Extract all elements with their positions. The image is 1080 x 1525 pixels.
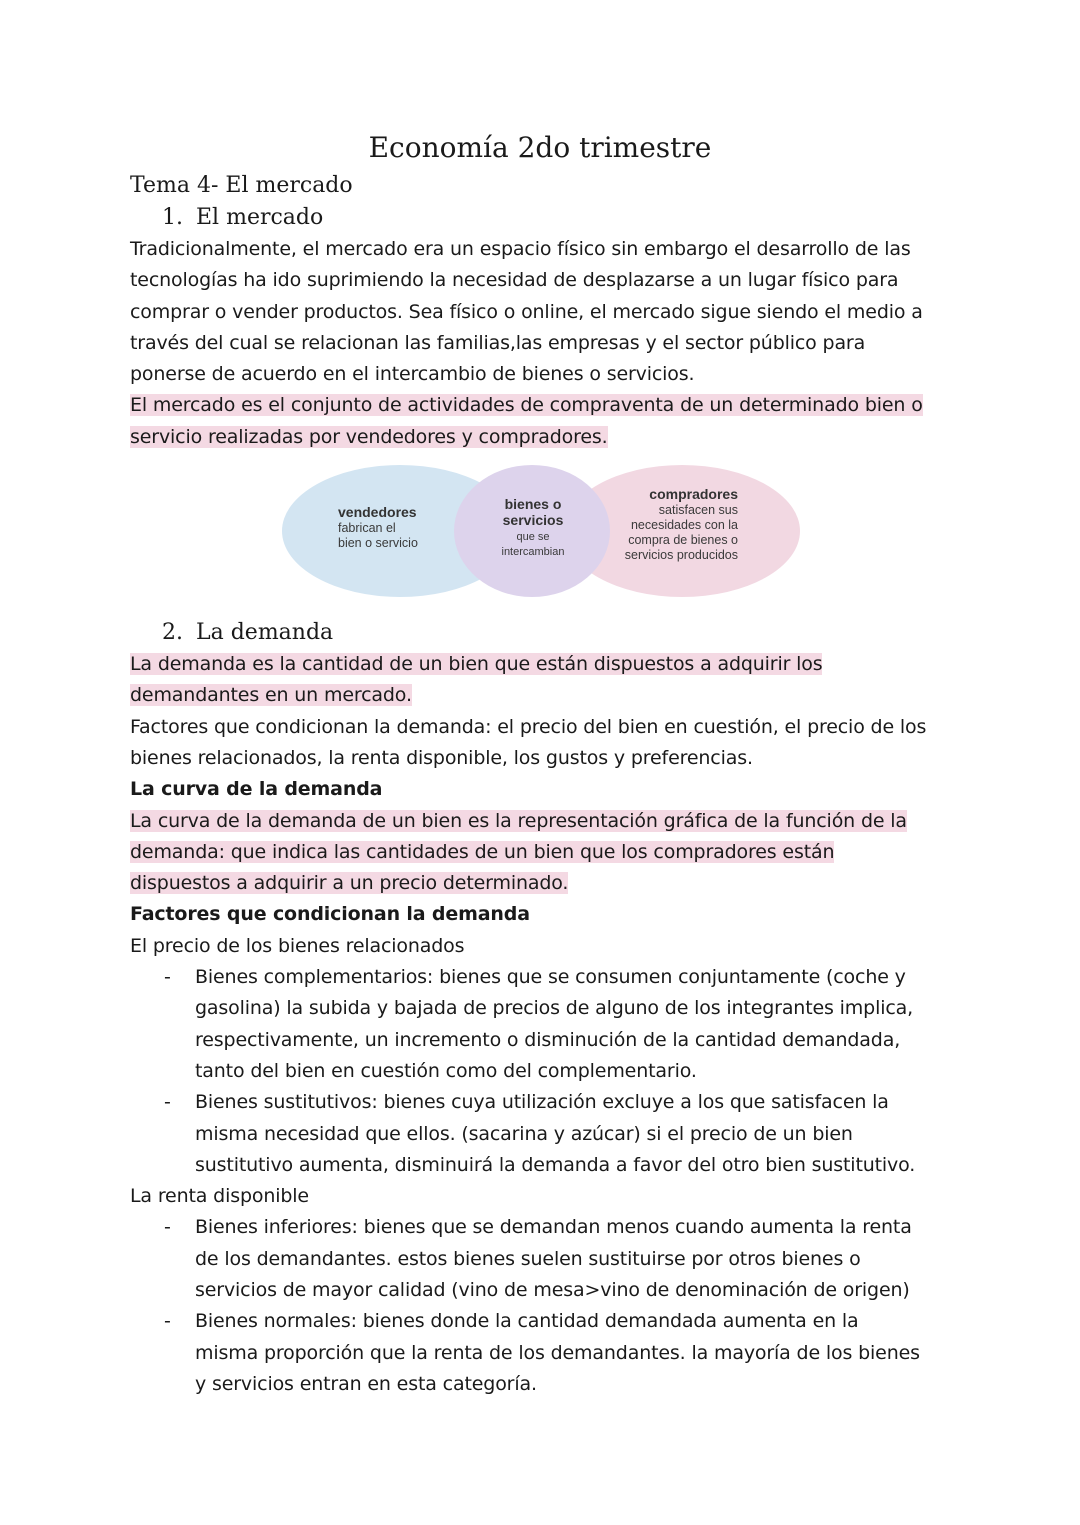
goods-title: servicios (502, 512, 564, 529)
paragraph-line: tecnologías ha ido suprimiendo la necesidad de desplazarse a un lugar físico para (130, 269, 899, 292)
section-1-number: 1. (162, 205, 183, 230)
related-goods-list (130, 962, 950, 1181)
highlighted-line: La curva de la demanda de un bien es la representación gráfica de la función de la (130, 809, 907, 832)
highlighted-line: La demanda es la cantidad de un bien que están dispuestos a adquirir los (130, 653, 823, 676)
highlighted-line: servicio realizadas por vendedores y compradores. (130, 425, 608, 448)
list-item-normal (195, 1306, 950, 1400)
paragraph-line: bienes relacionados, la renta disponible, los gustos y preferencias. (130, 746, 753, 769)
demand-factors-summary (130, 712, 950, 775)
goods-text: intercambian (501, 546, 565, 559)
buyers-label (588, 487, 738, 563)
highlighted-line: El mercado es el conjunto de actividades de compraventa de un determinado bien o (130, 394, 923, 417)
market-venn-diagram (282, 463, 802, 599)
buyers-title: compradores (649, 486, 738, 503)
topic-heading: Tema 4- El mercado (130, 173, 353, 198)
demand-definition (130, 649, 950, 712)
section-1-heading (130, 202, 950, 234)
section-1-paragraph (130, 234, 950, 390)
list-line: Bienes normales: bienes donde la cantidad demandada aumenta en la (195, 1310, 859, 1333)
sellers-text: fabrican el (338, 521, 396, 536)
list-line: misma proporción que la renta de los demandantes. la mayoría de los bienes (195, 1341, 920, 1364)
paragraph-line: Tradicionalmente, el mercado era un espacio físico sin embargo el desarrollo de las (130, 238, 911, 260)
paragraph-line: Factores que condicionan la demanda: el precio del bien en cuestión, el precio de los (130, 715, 927, 738)
section-2-number: 2. (162, 620, 183, 646)
section-1-title: El mercado (196, 205, 324, 230)
goods-text: que se (516, 531, 550, 544)
curve-definition (130, 806, 950, 900)
highlighted-line: dispuestos a adquirir a un precio determinado. (130, 872, 569, 895)
highlighted-line: demanda: que indica las cantidades de un bien que los compradores están (130, 840, 835, 863)
market-definition (130, 390, 950, 453)
list-line: tanto del bien en cuestión como del complementario. (195, 1059, 697, 1082)
list-line: Bienes complementarios: bienes que se consumen conjuntamente (coche y (195, 966, 906, 989)
paragraph-line: ponerse de acuerdo en el intercambio de bienes o servicios. (130, 363, 695, 386)
section-2-title: La demanda (196, 620, 334, 646)
buyers-text: servicios producidos (624, 548, 738, 563)
curve-heading: La curva de la demanda (130, 778, 383, 801)
income-heading: La renta disponible (130, 1185, 309, 1208)
buyers-text: necesidades con la (630, 518, 738, 533)
highlighted-line: demandantes en un mercado. (130, 684, 412, 707)
sellers-text: bien o servicio (338, 536, 418, 551)
paragraph-line: comprar o vender productos. Sea físico o online, el mercado sigue siendo el medio a (130, 300, 923, 323)
list-line: de los demandantes. estos bienes suelen sustituirse por otros bienes o (195, 1247, 861, 1270)
list-line: misma necesidad que ellos. (sacarina y azúcar) si el precio de un bien (195, 1122, 853, 1145)
list-item-inferior (195, 1212, 950, 1306)
income-goods-list (130, 1212, 950, 1400)
page-title: Economía 2do trimestre (368, 131, 712, 164)
list-line: sustitutivo aumenta, disminuirá la demanda a favor del otro bien sustitutivo. (195, 1153, 916, 1176)
list-line: servicios de mayor calidad (vino de mesa>vino de denominación de origen) (195, 1279, 910, 1302)
sellers-label (338, 505, 418, 551)
sellers-title: vendedores (338, 504, 417, 521)
list-line: Bienes inferiores: bienes que se demandan menos cuando aumenta la renta (195, 1216, 912, 1239)
list-line: Bienes sustitutivos: bienes cuya utilización excluye a los que satisfacen la (195, 1091, 889, 1114)
list-line: gasolina) la subida y bajada de precios de alguno de los integrantes implica, (195, 997, 914, 1020)
goods-title: bienes o (504, 496, 562, 513)
buyers-text: compra de bienes o (628, 533, 738, 548)
factors-heading: Factores que condicionan la demanda (130, 903, 530, 926)
list-item-complementary (195, 962, 950, 1087)
document-page (130, 128, 950, 1400)
related-goods-heading: El precio de los bienes relacionados (130, 934, 465, 957)
list-line: y servicios entran en esta categoría. (195, 1372, 537, 1395)
list-line: respectivamente, un incremento o disminución de la cantidad demandada, (195, 1028, 901, 1051)
buyers-text: satisfacen sus (658, 503, 738, 518)
section-2-heading (130, 617, 950, 649)
goods-label (478, 497, 588, 559)
paragraph-line: través del cual se relacionan las familias,las empresas y el sector público para (130, 331, 866, 354)
list-item-substitute (195, 1087, 950, 1181)
